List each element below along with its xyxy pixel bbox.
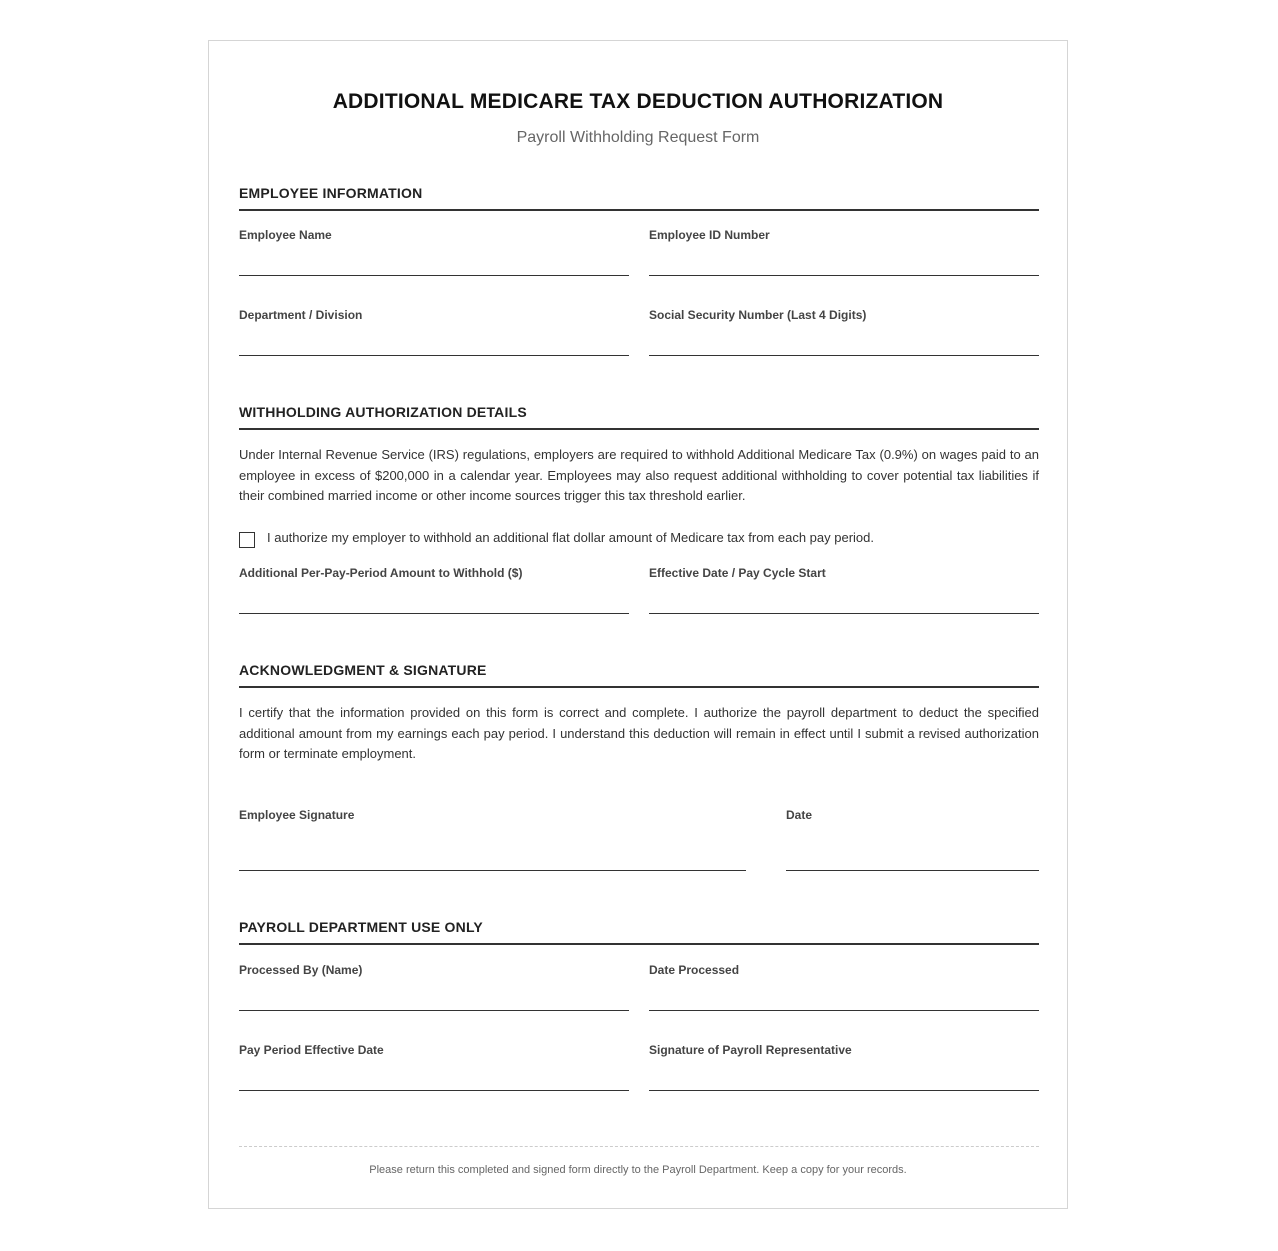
date-processed-line[interactable] [649, 1010, 1039, 1011]
department-field[interactable] [239, 308, 629, 356]
form-sheet [208, 40, 1068, 1209]
footer-note: Please return this completed and signed form directly to the Payroll Department. Keep a copy for your records. [369, 1164, 907, 1176]
withholding-paragraph: Under Internal Revenue Service (IRS) regulations, employers are required to withhold Additional Medicare Tax (0.9%) on wages paid to an employee in excess of $200,000 in a calendar year. Employees may also request additional withholding to cover potential tax liabilities if their combined married income or other income sources trigger this tax threshold earlier. [239, 447, 1039, 503]
employee-signature-field[interactable] [239, 808, 746, 871]
section-withholding-details: WITHHOLDING AUTHORIZATION DETAILS [239, 404, 1039, 430]
authorization-checkbox-label: I authorize my employer to withhold an additional flat dollar amount of Medicare tax from each pay period. [267, 530, 874, 545]
employee-name-field[interactable] [239, 228, 629, 276]
pay-period-date-field[interactable] [239, 1043, 629, 1091]
date-processed-field[interactable] [649, 963, 1039, 1011]
employee-name-line[interactable] [239, 275, 629, 276]
employee-signature-line[interactable] [239, 870, 746, 871]
ssn-field[interactable] [649, 308, 1039, 356]
ssn-label: Social Security Number (Last 4 Digits) [649, 308, 867, 322]
form-title: ADDITIONAL MEDICARE TAX DEDUCTION AUTHORIZATION [332, 90, 944, 113]
withhold-amount-field[interactable] [239, 566, 629, 614]
effective-date-line[interactable] [649, 613, 1039, 614]
section-acknowledgment: ACKNOWLEDGMENT & SIGNATURE [239, 662, 1039, 688]
processed-by-line[interactable] [239, 1010, 629, 1011]
effective-date-label: Effective Date / Pay Cycle Start [649, 566, 826, 580]
effective-date-field[interactable] [649, 566, 1039, 614]
pay-period-date-line[interactable] [239, 1090, 629, 1091]
signature-date-label: Date [786, 808, 813, 822]
footer-divider [239, 1146, 1039, 1147]
authorization-checkbox[interactable] [239, 532, 255, 548]
signature-date-line[interactable] [786, 870, 1039, 871]
rep-signature-line[interactable] [649, 1090, 1039, 1091]
pay-period-date-label: Pay Period Effective Date [239, 1043, 384, 1057]
employee-id-field[interactable] [649, 228, 1039, 276]
rep-signature-label: Signature of Payroll Representative [649, 1043, 852, 1057]
processed-by-field[interactable] [239, 963, 629, 1011]
form-subtitle: Payroll Withholding Request Form [516, 129, 760, 146]
department-line[interactable] [239, 355, 629, 356]
processed-by-label: Processed By (Name) [239, 963, 363, 977]
employee-signature-label: Employee Signature [239, 808, 355, 822]
ssn-line[interactable] [649, 355, 1039, 356]
rep-signature-field[interactable] [649, 1043, 1039, 1091]
section-payroll-use: PAYROLL DEPARTMENT USE ONLY [239, 919, 1039, 945]
acknowledgment-paragraph: I certify that the information provided on this form is correct and complete. I authorize the payroll department to deduct the specified additional amount from my earnings each pay period. I understand this deduction will remain in effect until I submit a revised authorization form or terminate employment. [239, 705, 1039, 761]
section-employee-information: EMPLOYEE INFORMATION [239, 185, 1039, 211]
employee-name-label: Employee Name [239, 228, 332, 242]
employee-id-line[interactable] [649, 275, 1039, 276]
withhold-amount-line[interactable] [239, 613, 629, 614]
employee-id-label: Employee ID Number [649, 228, 770, 242]
withhold-amount-label: Additional Per-Pay-Period Amount to Withhold ($) [239, 566, 523, 580]
department-label: Department / Division [239, 308, 363, 322]
date-processed-label: Date Processed [649, 963, 740, 977]
signature-date-field[interactable] [786, 808, 1039, 871]
